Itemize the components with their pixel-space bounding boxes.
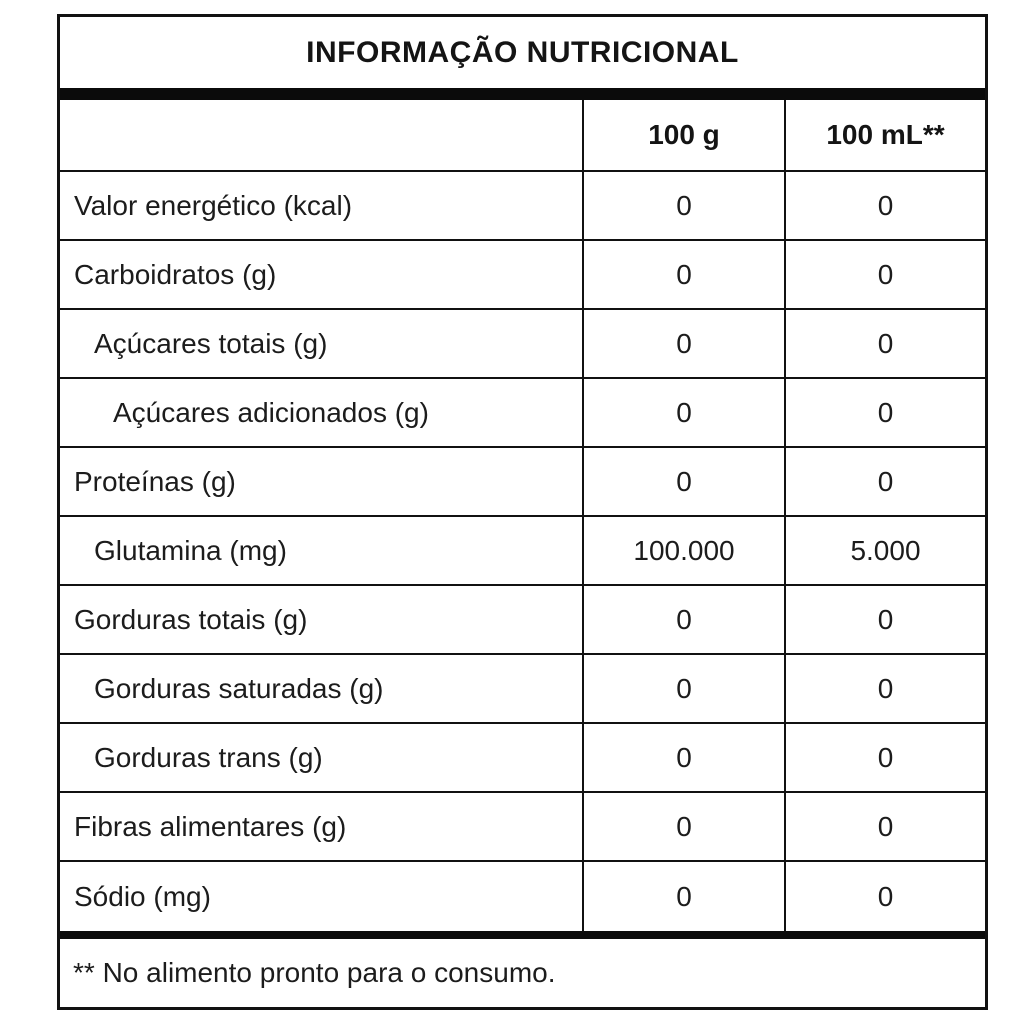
table-row — [60, 310, 985, 379]
nutrient-label: Açúcares adicionados (g) — [113, 396, 429, 428]
nutrient-label: Proteínas (g) — [74, 465, 236, 497]
table-row — [60, 172, 985, 241]
value-per-100g: 0 — [582, 724, 784, 791]
nutrient-label: Valor energético (kcal) — [74, 189, 353, 221]
value-per-100ml: 0 — [784, 862, 985, 931]
nutrient-label: Gorduras totais (g) — [74, 603, 308, 635]
header-col-100ml: 100 mL** — [784, 100, 985, 170]
value-per-100g: 0 — [582, 862, 784, 931]
table-row — [60, 655, 985, 724]
value-per-100g: 0 — [582, 448, 784, 515]
nutrient-label: Carboidratos (g) — [74, 258, 277, 290]
value-per-100ml: 0 — [784, 448, 985, 515]
table-row — [60, 448, 985, 517]
nutrient-label: Fibras alimentares (g) — [74, 810, 347, 842]
value-per-100g: 0 — [582, 241, 784, 308]
table-header-row — [60, 100, 985, 172]
nutrient-label: Sódio (mg) — [74, 880, 211, 912]
title-separator-bar — [60, 88, 985, 100]
nutrition-table — [57, 14, 988, 1010]
value-per-100g: 0 — [582, 379, 784, 446]
table-row — [60, 793, 985, 862]
nutrient-label: Glutamina (mg) — [94, 534, 287, 566]
value-per-100ml: 0 — [784, 655, 985, 722]
value-per-100g: 0 — [582, 655, 784, 722]
nutrient-label: Gorduras saturadas (g) — [94, 672, 384, 704]
value-per-100g: 0 — [582, 310, 784, 377]
nutrient-label: Gorduras trans (g) — [94, 741, 323, 773]
footnote-separator-bar — [60, 931, 985, 939]
value-per-100ml: 0 — [784, 793, 985, 860]
value-per-100ml: 0 — [784, 310, 985, 377]
table-footnote: ** No alimento pronto para o consumo. — [73, 957, 556, 988]
table-body — [60, 172, 985, 931]
value-per-100g: 0 — [582, 172, 784, 239]
table-row — [60, 724, 985, 793]
table-row — [60, 241, 985, 310]
header-col-100g: 100 g — [582, 100, 784, 170]
table-title: INFORMAÇÃO NUTRICIONAL — [306, 35, 739, 69]
table-row — [60, 862, 985, 931]
header-spacer-cell — [60, 100, 582, 170]
value-per-100ml: 0 — [784, 172, 985, 239]
value-per-100ml: 0 — [784, 724, 985, 791]
value-per-100g: 100.000 — [582, 517, 784, 584]
value-per-100ml: 0 — [784, 241, 985, 308]
value-per-100ml: 0 — [784, 586, 985, 653]
value-per-100g: 0 — [582, 586, 784, 653]
value-per-100ml: 5.000 — [784, 517, 985, 584]
table-row — [60, 586, 985, 655]
value-per-100ml: 0 — [784, 379, 985, 446]
table-row — [60, 517, 985, 586]
nutrient-label: Açúcares totais (g) — [94, 327, 328, 359]
table-row — [60, 379, 985, 448]
value-per-100g: 0 — [582, 793, 784, 860]
